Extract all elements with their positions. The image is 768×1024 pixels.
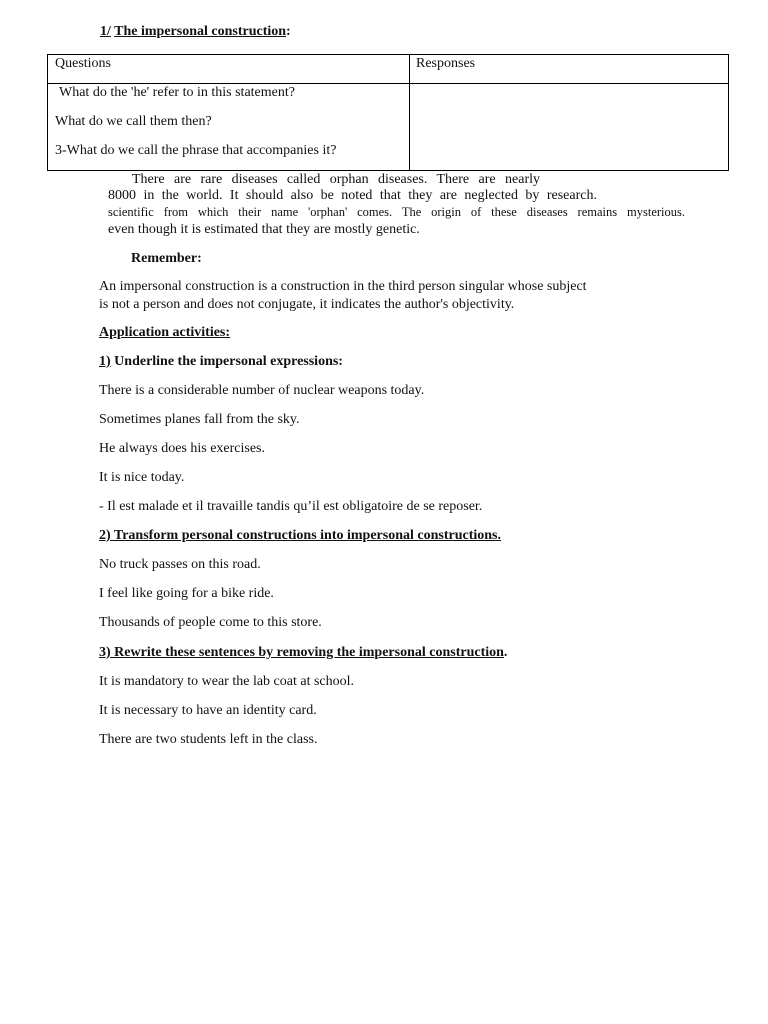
section-title xyxy=(100,24,291,40)
exercise-sentence: I feel like going for a bike ride. xyxy=(99,586,274,601)
questions-table xyxy=(47,54,729,171)
table-question: 3-What do we call the phrase that accompanies it? xyxy=(55,143,337,158)
passage-line: scientific from which their name 'orphan' comes. The origin of these diseases remains mysterious. xyxy=(108,205,685,219)
exercise-1-title: 1) Underline the impersonal expressions: xyxy=(99,354,343,369)
passage-line: There are rare diseases called orphan diseases. There are nearly xyxy=(132,172,540,187)
table-header-responses: Responses xyxy=(416,56,476,71)
section-title-colon: : xyxy=(286,24,291,39)
section-title-text: The impersonal construction xyxy=(114,24,287,39)
exercise-sentence: It is necessary to have an identity card. xyxy=(99,703,317,718)
activities-heading: Application activities: xyxy=(99,325,231,340)
exercise-2-title: 2) Transform personal constructions into impersonal constructions. xyxy=(99,528,501,543)
exercise-sentence: It is nice today. xyxy=(99,470,185,485)
table-header-questions: Questions xyxy=(55,56,111,71)
table-divider xyxy=(409,55,410,170)
exercise-3-title: 3) Rewrite these sentences by removing the impersonal construction. xyxy=(99,645,508,660)
exercise-sentence: Sometimes planes fall from the sky. xyxy=(99,412,300,427)
exercise-sentence: It is mandatory to wear the lab coat at school. xyxy=(99,674,355,689)
remember-heading: Remember: xyxy=(131,251,202,266)
exercise-sentence: No truck passes on this road. xyxy=(99,557,261,572)
exercise-sentence: There is a considerable number of nuclear weapons today. xyxy=(99,383,425,398)
section-number: 1/ xyxy=(100,24,111,39)
passage-line: even though it is estimated that they are mostly genetic. xyxy=(108,222,420,237)
exercise-sentence: He always does his exercises. xyxy=(99,441,266,456)
table-question: What do we call them then? xyxy=(55,114,212,129)
passage-line: 8000 in the world. It should also be noted that they are neglected by research. xyxy=(108,188,597,203)
exercise-sentence: Thousands of people come to this store. xyxy=(99,615,322,630)
table-header-divider xyxy=(48,83,728,84)
exercise-sentence: - Il est malade et il travaille tandis qu’il est obligatoire de se reposer. xyxy=(99,499,483,514)
remember-line: is not a person and does not conjugate, it indicates the author's objectivity. xyxy=(99,297,515,312)
table-question: What do the 'he' refer to in this statement? xyxy=(59,85,295,100)
remember-line: An impersonal construction is a construction in the third person singular whose subject xyxy=(99,279,587,294)
exercise-sentence: There are two students left in the class. xyxy=(99,732,318,747)
